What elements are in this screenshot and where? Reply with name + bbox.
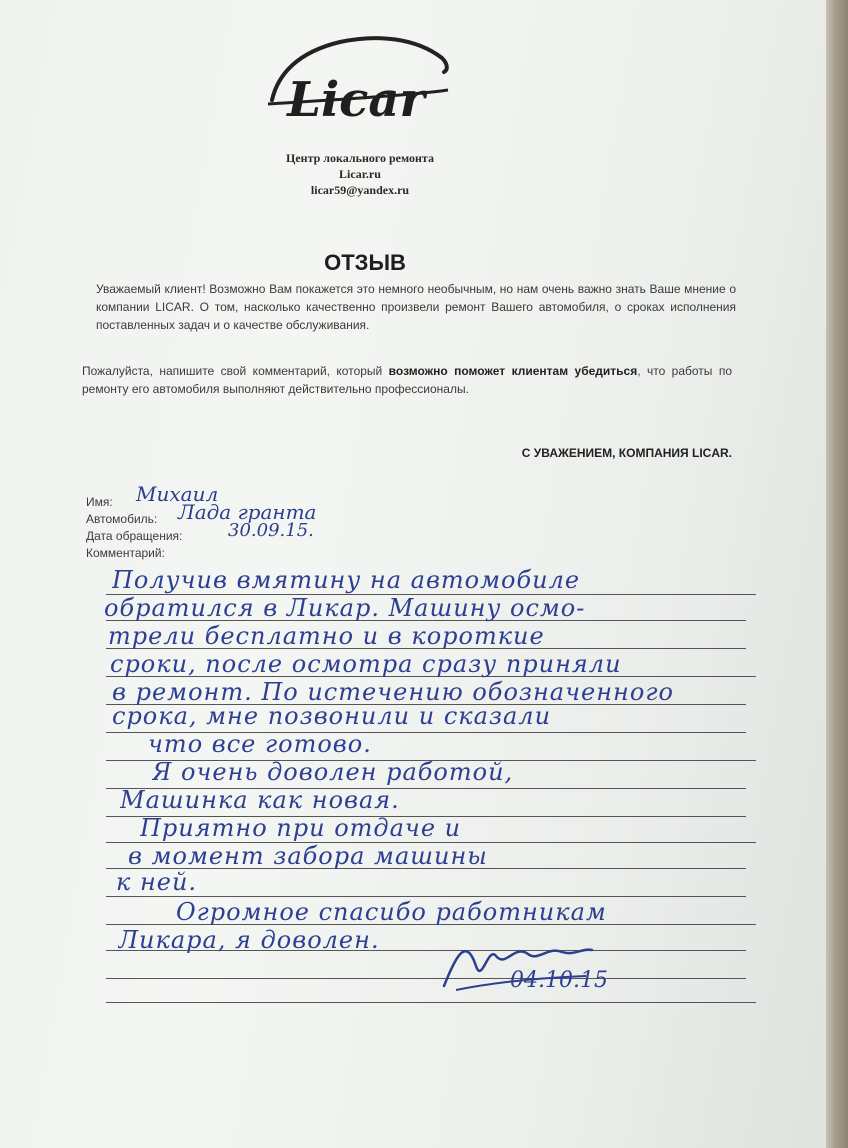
comment-line: Получив вмятину на автомобиле	[112, 566, 581, 594]
comment-line: Приятно при отдаче и	[140, 814, 462, 842]
intro-paragraph: Уважаемый клиент! Возможно Вам покажется это немного необычным, но нам очень важно знать Ваше мнение о компании LICAR. О том, насколько качественно произвели ремонт Вашего автомобиля, о сроках исполнения поставленных задач и о качестве обслуживания.	[96, 282, 736, 332]
comment-line: сроки, после осмотра сразу приняли	[110, 650, 622, 678]
name-value: Михаил	[136, 482, 219, 506]
comment-line: в ремонт. По истечению обозначенного	[112, 678, 674, 706]
page-title: ОТЗЫВ	[324, 250, 406, 275]
closing-line: С УВАЖЕНИЕМ, КОМПАНИЯ LICAR.	[521, 446, 732, 460]
comment-line: Машинка как новая.	[120, 786, 400, 814]
company-email: licar59@yandex.ru	[310, 183, 410, 197]
comment-line: срока, мне позвонили и сказали	[112, 702, 552, 730]
comment-line: трели бесплатно и в короткие	[108, 622, 545, 650]
request-text-2: , что работы по ремонту его автомобиля выполняют действительно профессионалы.	[82, 364, 733, 396]
comment-line: Огромное спасибо работникам	[176, 898, 607, 926]
comment-line: обратился в Ликар. Машину осмо-	[104, 594, 586, 622]
ruled-line	[106, 896, 746, 897]
signature-date: 04.10.15	[510, 968, 608, 993]
licar-logo	[258, 30, 454, 134]
comment-line: в момент забора машины	[128, 842, 488, 870]
car-label: Автомобиль:	[86, 512, 158, 526]
comment-line: что все готово.	[148, 730, 372, 758]
date-label: Дата обращения:	[86, 529, 183, 543]
comment-line: Я очень доволен работой,	[152, 758, 514, 786]
logo-wordmark: Licar	[287, 72, 425, 128]
company-header	[200, 150, 520, 198]
name-label: Имя:	[86, 495, 113, 509]
ruled-line	[106, 978, 746, 979]
company-tagline: Центр локального ремонта	[286, 151, 434, 165]
comment-line: Ликара, я доволен.	[118, 926, 380, 954]
request-paragraph	[82, 362, 732, 398]
comment-line: к ней.	[116, 868, 198, 896]
comment-label: Комментарий:	[86, 546, 165, 560]
company-website: Licar.ru	[339, 167, 381, 181]
date-value: 30.09.15.	[228, 520, 314, 541]
car-value: Лада гранта	[178, 500, 317, 524]
request-bold: возможно поможет клиентам убедиться	[388, 364, 638, 378]
request-text-1: Пожалуйста, напишите свой комментарий, который	[82, 364, 389, 378]
page-edge-shadow	[826, 0, 848, 1148]
ruled-line	[106, 1002, 756, 1003]
